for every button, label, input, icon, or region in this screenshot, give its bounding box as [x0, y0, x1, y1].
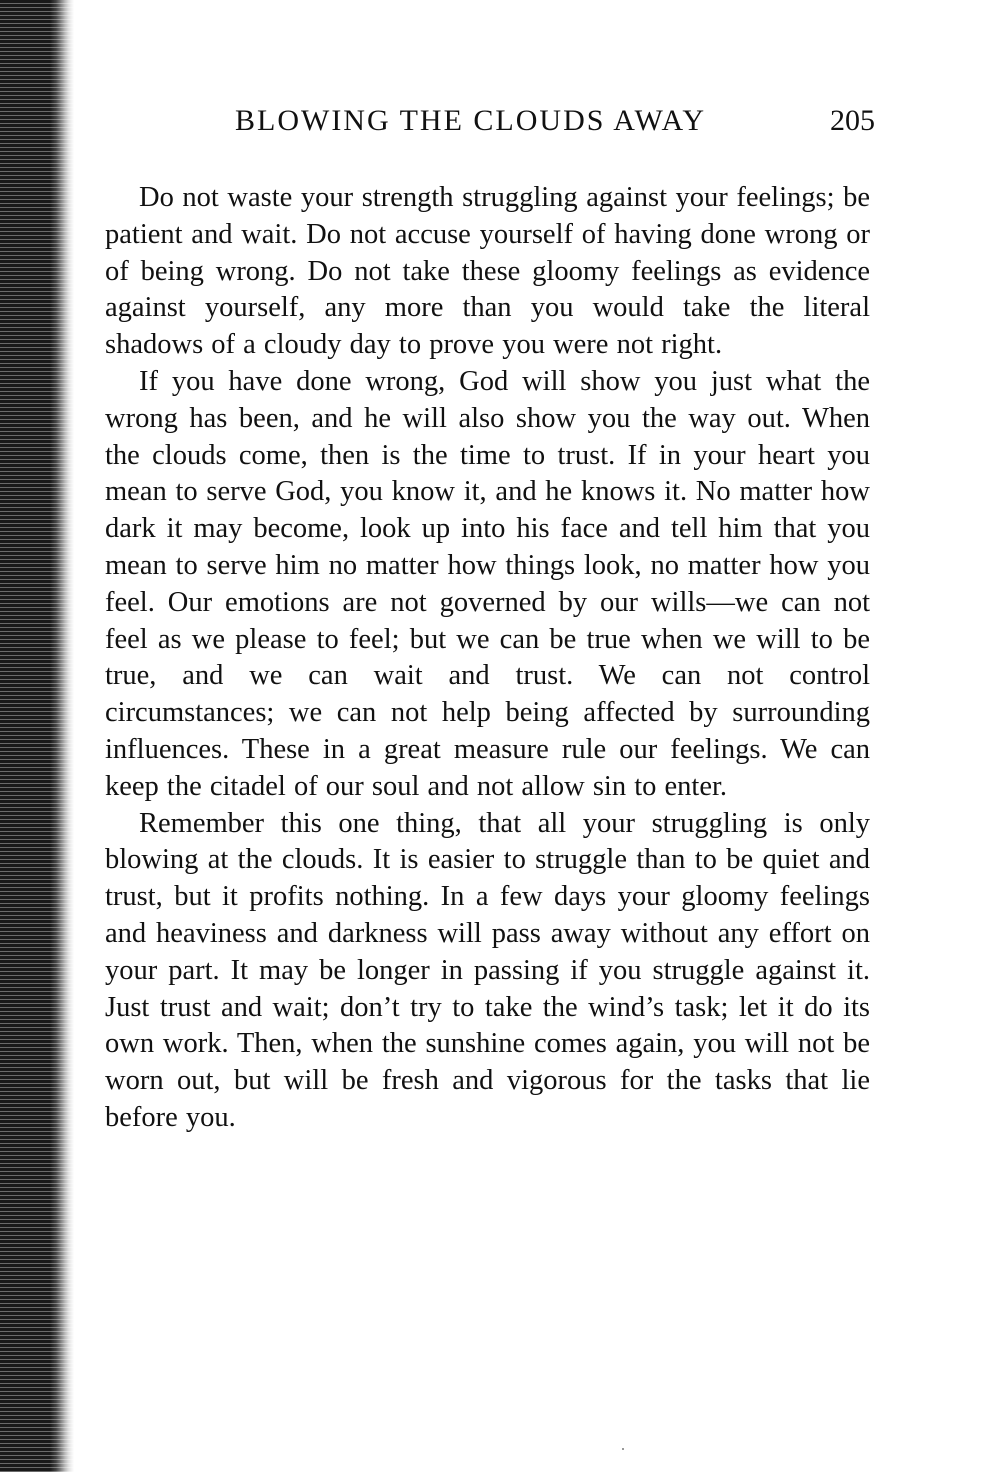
- scan-speck: [622, 1448, 624, 1450]
- running-head: BLOWING THE CLOUDS AWAY: [235, 104, 707, 137]
- body-text: [105, 180, 870, 1137]
- page-header: [235, 104, 875, 144]
- paragraph: Remember this one thing, that all your struggling is only blowing at the clouds. It is easier to struggle than to be quiet and trust, but it profits nothing. In a few days your gloomy feelings and heaviness and darkness will pass away without any effort on your part. It may be longer in passing if you struggle against it. Just trust and wait; don’t try to take the wind’s task; let it do its own work. Then, when the sunshine comes again, you will not be worn out, but will be fresh and vigorous for the tasks that lie before you.: [105, 807, 870, 1133]
- binding-edge-shadow: [0, 0, 74, 1472]
- page-number: 205: [830, 104, 875, 137]
- paragraph: Do not waste your strength struggling against your feelings; be patient and wait. Do not accuse yourself of having done wrong or of being wrong. Do not take these gloomy feelings as evidence against yourself, any more than you would take the literal shadows of a cloudy day to prove you were not right.: [105, 182, 870, 361]
- paragraph: If you have done wrong, God will show you just what the wrong has been, and he will also show you the way out. When the clouds come, then is the time to trust. If in your heart you mean to serve God, you know it, and he knows it. No matter how dark it may become, look up into his face and tell him that you mean to serve him no matter how things look, no matter how you feel. Our emotions are not governed by our wills—we can not feel as we please to feel; but we can be true when we will to be true, and we can wait and trust. We can not control circumstances; we can not help being affected by surrounding influences. These in a great measure rule our feelings. We can keep the citadel of our soul and not allow sin to enter.: [105, 365, 870, 802]
